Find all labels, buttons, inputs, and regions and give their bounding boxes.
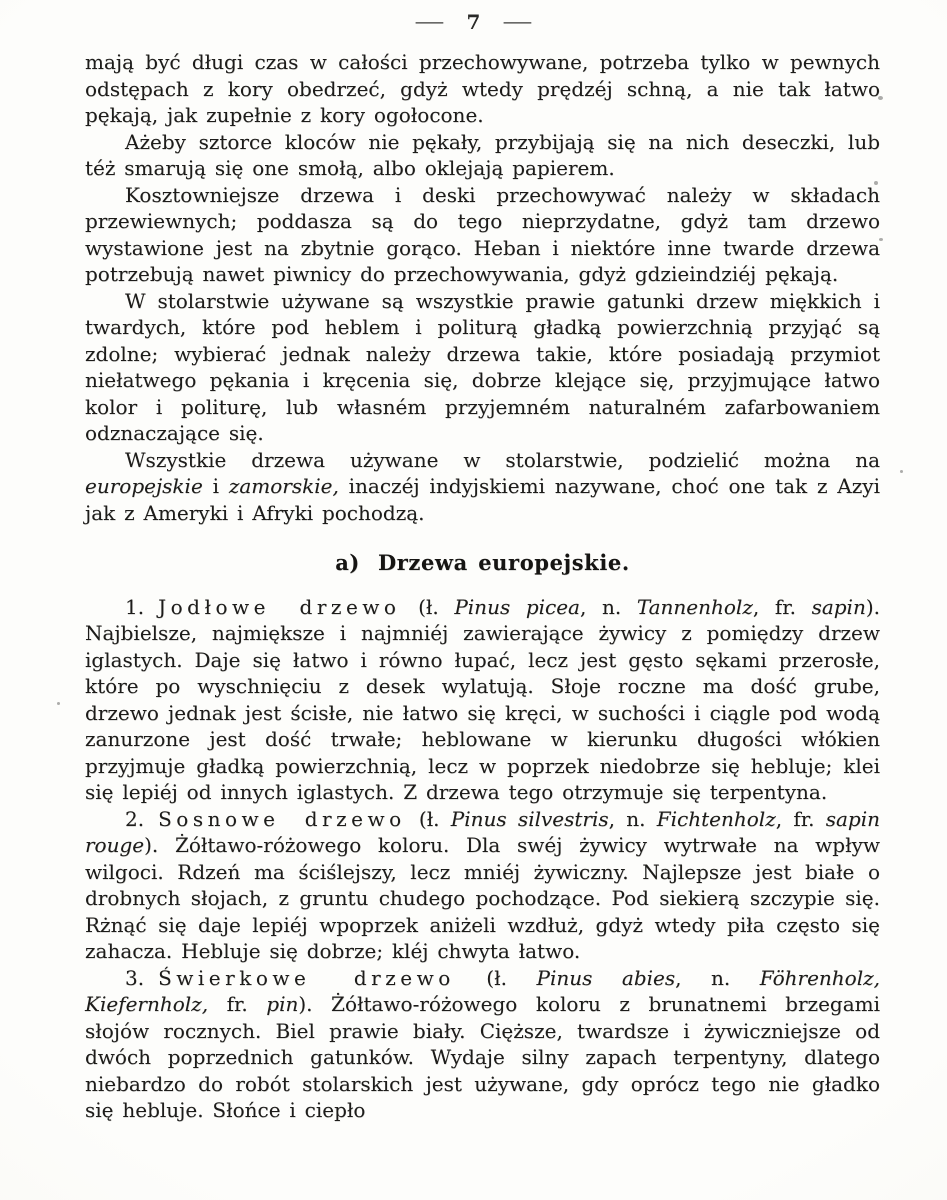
text-segment: sapin rouge — [85, 806, 881, 857]
text-segment: Jodłowe drzewo — [158, 594, 401, 619]
text-segment: a) — [335, 550, 360, 575]
text-segment: , fr. — [752, 594, 812, 619]
header-dash-left: — — [413, 11, 445, 33]
scan-speck — [878, 96, 883, 100]
scan-speck — [57, 702, 60, 705]
section-heading — [85, 550, 880, 577]
scan-speck — [874, 181, 878, 185]
paragraph — [85, 288, 880, 447]
page-header — [0, 0, 947, 34]
text-segment: ). Żółtawo-różowego koloru. Dla swéj żywicy wytrwałe na wpływ wilgoci. Rdzeń ma ściślejszy, lecz mniéj żywiczny. Najlepsze jest białe o drobnych słojach, z gruntu chudego pochodzące. Pod siekierą szczypie się. Rżnąć się daje lepiéj wpoprzek aniżeli wzdłuż, gdyż wtedy piła często się zahacza. Hebluje się dobrze; kléj chwyta łatwo. — [85, 833, 880, 963]
paragraph — [85, 129, 880, 182]
text-segment: Wszystkie drzewa używane w stolarstwie, podzielić można na — [125, 447, 880, 472]
text-segment: Świerkowe drzewo — [158, 965, 455, 990]
text-segment: (ł. — [456, 965, 537, 990]
text-segment: inaczéj indyjskiemi nazywane, choć one tak z Azyi jak z Ameryki i Afryki pochodzą. — [85, 474, 880, 525]
paragraph — [85, 594, 880, 806]
text-segment: Kiefernholz, — [85, 992, 209, 1016]
text-segment: , n. — [579, 594, 637, 619]
text-segment: (ł. — [402, 594, 455, 619]
text-segment: (ł. — [407, 806, 451, 831]
text-segment: zamorskie, — [228, 474, 339, 498]
text-block — [85, 49, 880, 1124]
text-segment: Pinus picea — [454, 594, 580, 619]
paragraph — [85, 182, 880, 288]
scan-speck — [879, 238, 883, 241]
text-segment: , n. — [675, 965, 760, 990]
page-number: 7 — [466, 10, 481, 34]
paragraph — [85, 806, 880, 965]
text-segment: mają być długi czas w całości przechowywane, potrzeba tylko w pewnych odstępach z kory obedrzeć, gdyż wtedy prędzéj schną, a nie tak łatwo pękają, jak zupełnie z kory ogołocone. — [85, 50, 880, 127]
text-segment: , n. — [608, 806, 657, 831]
text-segment: Sosnowe drzewo — [158, 806, 406, 831]
text-segment: Pinus abies — [536, 965, 676, 990]
text-segment: pin — [266, 992, 299, 1016]
text-segment: Fichtenholz — [656, 806, 776, 831]
text-segment: W stolarstwie używane są wszystkie prawie gatunki drzew miękkich i twardych, które pod heblem i politurą gładką powierzchnią przyjąć są zdolne; wybierać jednak należy drzewa takie, które posiadają przymiot niełatwego pękania i kręcenia się, dobrze klejące się, przyjmujące łatwo kolor i politurę, lub własném przyjemném naturalném zafarbowaniem odznaczające się. — [85, 288, 880, 445]
text-segment: europejskie — [85, 474, 203, 498]
paragraph — [85, 49, 880, 129]
text-segment: fr. — [208, 992, 267, 1016]
text-segment: Ażeby sztorce kloców nie pękały, przybijają się na nich deseczki, lub téż smarują się one smołą, albo oklejają papierem. — [85, 129, 880, 180]
paragraph — [85, 447, 880, 527]
text-segment: Drzewa europejskie. — [377, 550, 630, 575]
text-segment: 2. — [125, 806, 145, 831]
text-segment: Pinus silvestris — [450, 806, 609, 831]
text-segment: , fr. — [775, 806, 826, 831]
text-segment: 1. — [125, 594, 145, 619]
scan-speck — [900, 470, 903, 473]
paragraph — [85, 965, 880, 1124]
text-segment: ). Najbielsze, najmiększe i najmniéj zawierające żywicy z pomiędzy drzew iglastych. Daje się łatwo i równo łupać, lecz jest gęsto sękami przerosłe, które po wyschnięciu z desek wylatują. Słoje roczne ma dość grube, drzewo jednak jest ścisłe, nie łatwo się kręci, w suchości i ciągle pod wodą zanurzone jest dość trwałe; heblowane w kierunku długości włókien przyjmuje gładką powierzchnią, lecz w poprzek niedobrze się hebluje; klei się lepiéj od innych iglastych. Z drzewa tego otrzymuje się terpentyna. — [85, 594, 881, 804]
text-segment: 3. — [125, 965, 145, 990]
header-dash-right: — — [502, 11, 534, 33]
text-segment: Tannenholz — [636, 594, 753, 619]
text-segment: Föhrenholz, — [759, 965, 880, 990]
text-segment: Kosztowniejsze drzewa i deski przechowywać należy w składach przewiewnych; poddasza są do tego nieprzydatne, gdyż tam drzewo wystawione jest na zbytnie gorąco. Heban i niektóre inne twarde drzewa potrzebują nawet piwnicy do przechowywania, gdyż gdzieindziéj pękają. — [85, 182, 880, 286]
text-segment: ). Żółtawo-różowego koloru z brunatnemi brzegami słojów rocznych. Biel prawie biały. Cięższe, twardsze i żywiczniejsze od dwóch poprzednich gatunków. Wydaje silny zapach terpentyny, dlatego niebardzo do robót stolarskich jest używane, gdy oprócz tego nie gładko się hebluje. Słońce i ciepło — [85, 992, 880, 1122]
text-segment: i — [202, 474, 229, 498]
text-segment: sapin — [811, 594, 866, 619]
